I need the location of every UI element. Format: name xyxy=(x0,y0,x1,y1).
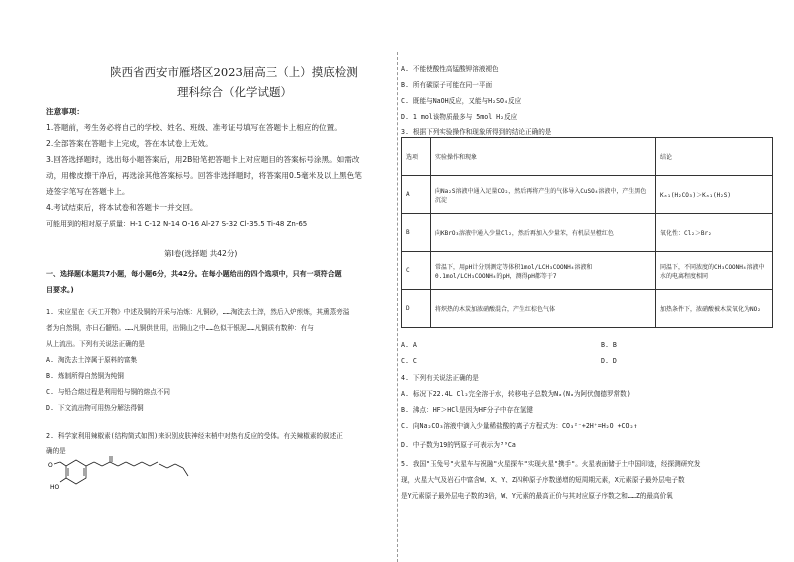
section-intro: 目要求。) xyxy=(46,286,74,294)
atomic-mass-line: 可能用到的相对原子质量：H-1 C-12 N-14 O-16 Al-27 S-32 Cl-35.5 Ti-48 Zn-65 xyxy=(46,220,308,228)
oxygen-label: O xyxy=(48,462,53,469)
table-cell-conclusion: 加热条件下，浓硝酸被木炭氧化为NO₂ xyxy=(656,290,773,328)
q1-option: B. 炼制所得自然铜为纯铜 xyxy=(46,372,124,380)
q4-option: D. 中子数为19的钙原子可表示为³⁹Ca xyxy=(401,441,516,449)
q4-option: A. 标况下22.4L Cl₂完全溶于水，转移电子总数为Nₐ(Nₐ为阿伏伽德罗常数) xyxy=(401,390,631,398)
q1-line: 者为自然铜，亦曰石髓铅。……凡铜供世用，出铜山之中……色似干银泥……凡铜质有数种：有与 xyxy=(46,324,314,332)
notice-line: 2.全部答案在答题卡上完成，答在本试卷上无效。 xyxy=(46,139,213,148)
notice-heading: 注意事项： xyxy=(46,107,84,116)
column-divider xyxy=(397,52,398,562)
q1-option: A. 淘洗去土滓属于原料的富集 xyxy=(46,356,138,364)
exam-subtitle: 理科综合（化学试题） xyxy=(177,85,292,99)
q4-stem: 4. 下列有关说法正确的是 xyxy=(401,374,479,382)
table-row xyxy=(402,290,773,328)
table-row xyxy=(402,252,773,290)
table-header-cell: 结论 xyxy=(656,138,773,176)
q3-option-a: A. A xyxy=(401,341,417,349)
q2-line: 确的是 xyxy=(46,447,66,455)
q4-option: B. 沸点：HF＞HCl是因为HF分子中存在氢键 xyxy=(401,406,534,414)
q2-option: A. 不能使酸性高锰酸钾溶液褪色 xyxy=(401,65,499,73)
section-title: 第Ⅰ卷(选择题 共42分) xyxy=(164,249,238,258)
notice-line: 动，用橡皮擦干净后，再选涂其他答案标号。回答非选择题时，将答案用0.5毫米及以上黑色笔 xyxy=(46,171,362,180)
q2-option: D. 1 mol该物质最多与 5mol H₂反应 xyxy=(401,113,518,121)
q2-option: B. 所有碳原子可能在同一平面 xyxy=(401,81,493,89)
q5-line: 是Y元素原子最外层电子数的3倍，W、Y元素的最高正价与其对应原子序数之和……Z的最高价氧 xyxy=(401,492,673,500)
q1-line: 从上流出。下列有关说法正确的是 xyxy=(46,340,145,348)
table-cell-option: C xyxy=(402,252,431,290)
table-cell-operation: 将炽热的木炭加浓硝酸混合，产生红棕色气体 xyxy=(431,290,656,328)
q3-option-c: C. C xyxy=(401,357,417,365)
q4-option: C. 向Na₂CO₃溶液中滴入少量稀盐酸的离子方程式为：CO₃²⁻+2H⁺=H₂O +CO₂↑ xyxy=(401,422,638,430)
notice-line: 1.答题前，考生务必将自己的学校、姓名、班级、准考证号填写在答题卡上相应的位置。 xyxy=(46,123,342,132)
table-cell-operation: 常温下，用pH计分别测定等体积1mol/LCH₃COONH₄溶液和0.1mol/LCH₃COONH₄的pH，测得pH都等于7 xyxy=(431,252,656,290)
table-cell-operation: 向KBrO₃溶液中通入少量Cl₂，然后再加入少量苯，有机层呈橙红色 xyxy=(431,214,656,252)
exam-title: 陕西省西安市雁塔区2023届高三（上）摸底检测 xyxy=(110,65,358,79)
table-row xyxy=(402,176,773,214)
q3-option-d: D. D xyxy=(601,357,617,365)
table-cell-option: B xyxy=(402,214,431,252)
experiment-table xyxy=(401,137,773,328)
table-header-cell: 选项 xyxy=(402,138,431,176)
q2-line: 2. 科学家利用辣椒素(结构简式如图)来识别皮肤神经末梢中对热有反应的受体。有关辣椒素的叙述正 xyxy=(46,432,343,440)
q1-option: C. 与铅合熔过程是利用铅与铜的熔点不同 xyxy=(46,388,171,396)
table-cell-conclusion: Kₐ₁(H₂CO₃)＞Kₐ₁(H₂S) xyxy=(656,176,773,214)
table-cell-operation: 向Na₂S溶液中通入足量CO₂，然后再将产生的气体导入CuSO₄溶液中，产生黑色沉淀 xyxy=(431,176,656,214)
table-cell-conclusion: 氧化性：Cl₂＞Br₂ xyxy=(656,214,773,252)
q3-option-b: B. B xyxy=(601,341,617,349)
section-intro: 一、选择题(本题共7小题，每小题6分，共42分。在每小题给出的四个选项中，只有一项符合题 xyxy=(46,270,342,278)
table-cell-conclusion: 同温下，不同浓度的CH₃COONH₄溶液中水的电离程度相同 xyxy=(656,252,773,290)
table-row xyxy=(402,214,773,252)
q1-option: D. 下文流出物可用热分解法得铜 xyxy=(46,404,144,412)
table-header-cell: 实验操作和现象 xyxy=(431,138,656,176)
q2-option: C. 既能与NaOH反应，又能与H₂SO₄反应 xyxy=(401,97,522,105)
notice-line: 迹签字笔写在答题卡上。 xyxy=(46,187,130,196)
q5-line: 现，火星大气及岩石中富含W、X、Y、Z四种原子序数递增的短周期元素，X元素原子最外层电子数 xyxy=(401,476,685,484)
hydroxyl-label: HO xyxy=(50,484,60,491)
q1-line: 1. 宋应星在《天工开物》中述及铜的开采与冶炼：凡铜砂，……淘洗去土滓，然后入炉煎炼，其熏蒸旁溢 xyxy=(46,308,350,316)
table-cell-option: A xyxy=(402,176,431,214)
capsaicin-structure-diagram xyxy=(48,456,208,502)
q5-line: 5. 我国"玉兔号"火星车与祝融"火星探车"实现火星"携手"。火星表面储于土中国印迹，经探测研究发 xyxy=(401,460,701,468)
notice-line: 3.回答选择题时，选出每小题答案后，用2B铅笔把答题卡上对应题目的答案标号涂黑。如需改 xyxy=(46,155,360,164)
table-cell-option: D xyxy=(402,290,431,328)
notice-line: 4.考试结束后，将本试卷和答题卡一并交回。 xyxy=(46,203,198,212)
q3-stem: 3. 根据下列实验操作和现象所得到的结论正确的是 xyxy=(401,128,552,136)
table-header-row xyxy=(402,138,773,176)
